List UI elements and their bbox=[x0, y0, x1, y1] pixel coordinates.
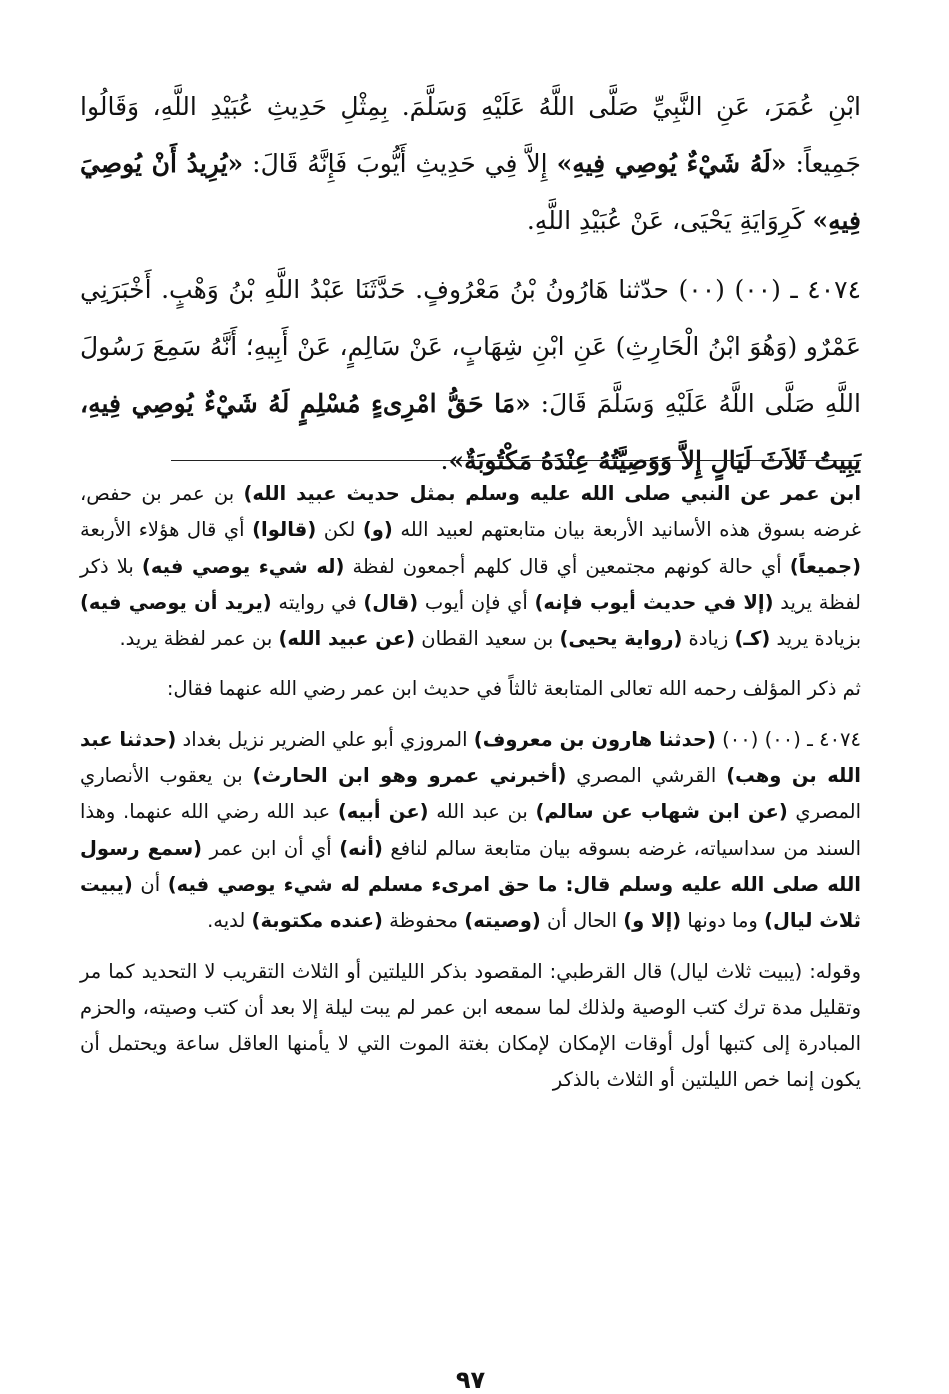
book-page bbox=[80, 78, 862, 1394]
hadith-bold-phrase: «يُرِيدُ أَنْ يُوصِيَ فِيهِ» bbox=[80, 149, 861, 235]
hadith-bold-phrase: «لَهُ شَيْءٌ يُوصِي فِيهِ» bbox=[556, 149, 787, 178]
text-divider-line bbox=[171, 460, 861, 461]
hadith-text-block bbox=[80, 78, 861, 489]
hadith-paragraph-1: ابْنِ عُمَرَ، عَنِ النَّبِيِّ صَلَّى اللَّهُ عَلَيْهِ وَسَلَّمَ. بِمِثْلِ حَدِيثِ عُبَيْدِ اللَّهِ، وَقَالُوا جَمِيعاً: «لَهُ شَيْءٌ يُوصِي فِيهِ» إِلاَّ فِي حَدِيثِ أَيُّوبَ فَإِنَّهُ قَالَ: «يُرِيدُ أَنْ يُوصِيَ فِيهِ» كَرِوَايَةِ يَحْيَى، عَنْ عُبَيْدِ اللَّهِ. bbox=[80, 92, 862, 235]
hadith-paragraph-2: ٤٠٧٤ ـ (٠٠) (٠٠) حدّثنا هَارُونُ بْنُ مَعْرُوفٍ. حَدَّثَنَا عَبْدُ اللَّهِ بْنُ وَهْبٍ. أَخْبَرَنِي عَمْرٌو (وَهُوَ ابْنُ الْحَارِثِ) عَنِ ابْنِ شِهَابٍ، عَنْ سَالِمٍ، عَنْ أَبِيهِ؛ أَنَّهُ سَمِعَ رَسُولَ اللَّهِ صَلَّى اللَّهُ عَلَيْهِ وَسَلَّمَ قَالَ: «مَا حَقُّ امْرِىءٍ مُسْلِمٍ لَهُ شَيْءٌ يُوصِي فِيهِ، يَبِيتُ ثَلاَثَ لَيَالٍ إِلاَّ وَوَصِيَّتُهُ عِنْدَهُ مَكْتُوبَةٌ». bbox=[80, 275, 861, 475]
commentary-block bbox=[80, 476, 861, 1099]
commentary-paragraph-2: ثم ذكر المؤلف رحمه الله تعالى المتابعة ثالثاً في حديث ابن عمر رضي الله عنهما فقال: bbox=[166, 677, 861, 701]
hadith-bold-phrase: «مَا حَقُّ امْرِىءٍ مُسْلِمٍ لَهُ شَيْءٌ يُوصِي فِيهِ، يَبِيتُ ثَلاَثَ لَيَالٍ إِلاَّ وَوَصِيَّتُهُ عِنْدَهُ مَكْتُوبَةٌ» bbox=[80, 389, 861, 475]
commentary-paragraph-1: ابن عمر عن النبي صلى الله عليه وسلم بمثل حديث عبيد الله) بن عمر بن حفص، غرضه بسوق هذه الأسانيد الأربعة بيان متابعتهم لعبيد الله (و) لكن (قالوا) أي قال هؤلاء الأربعة (جميعاً) أي حالة كونهم مجتمعين أي قال كلهم أجمعون لفظة (له شيء يوصي فيه) بلا ذكر لفظة يريد (إلا في حديث أيوب فإنه) أي فإن أيوب (قال) في روايته (يريد أن يوصي فيه) بزيادة يريد (كـ) زيادة (رواية يحيى) بن سعيد القطان (عن عبيد الله) بن عمر لفظة يريد. bbox=[80, 482, 862, 651]
page-number: ٩٧ bbox=[455, 1366, 486, 1394]
commentary-paragraph-4: وقوله: (يبيت ثلاث ليال) قال القرطبي: المقصود بذكر الليلتين أو الثلاث التقريب لا التحديد كما مر وتقليل مدة ترك كتب الوصية ولذلك لما سمعه ابن عمر لم يبت ليلة إلا بعد أن كتب وصيته، والحزم المبادرة إلى كتبها أول أوقات الإمكان لإمكان بغتة الموت التي لا يأمنها العاقل ساعة ويحتمل أن يكون إنما خص الليلتين أو الثلاث بالذكر bbox=[80, 959, 861, 1092]
commentary-paragraph-3: ٤٠٧٤ ـ (٠٠) (٠٠) (حدثنا هارون بن معروف) المروزي أبو علي الضرير نزيل بغداد (حدثنا عبد الله بن وهب) القرشي المصري (أخبرني عمرو وهو ابن الحارث) بن يعقوب الأنصاري المصري (عن ابن شهاب عن سالم) بن عبد الله (عن أبيه) عبد الله رضي الله عنهما. وهذا السند من سداسياته، غرضه بسوقه بيان متابعة سالم لنافع (أنه) أي أن ابن عمر (سمع رسول الله صلى الله عليه وسلم قال: ما حق امرىء مسلم له شيء يوصي فيه) أن (يبيت ثلاث ليال) وما دونها (إلا و) الحال أن (وصيته) محفوظة (عنده مكتوبة) لديه. bbox=[80, 727, 862, 933]
